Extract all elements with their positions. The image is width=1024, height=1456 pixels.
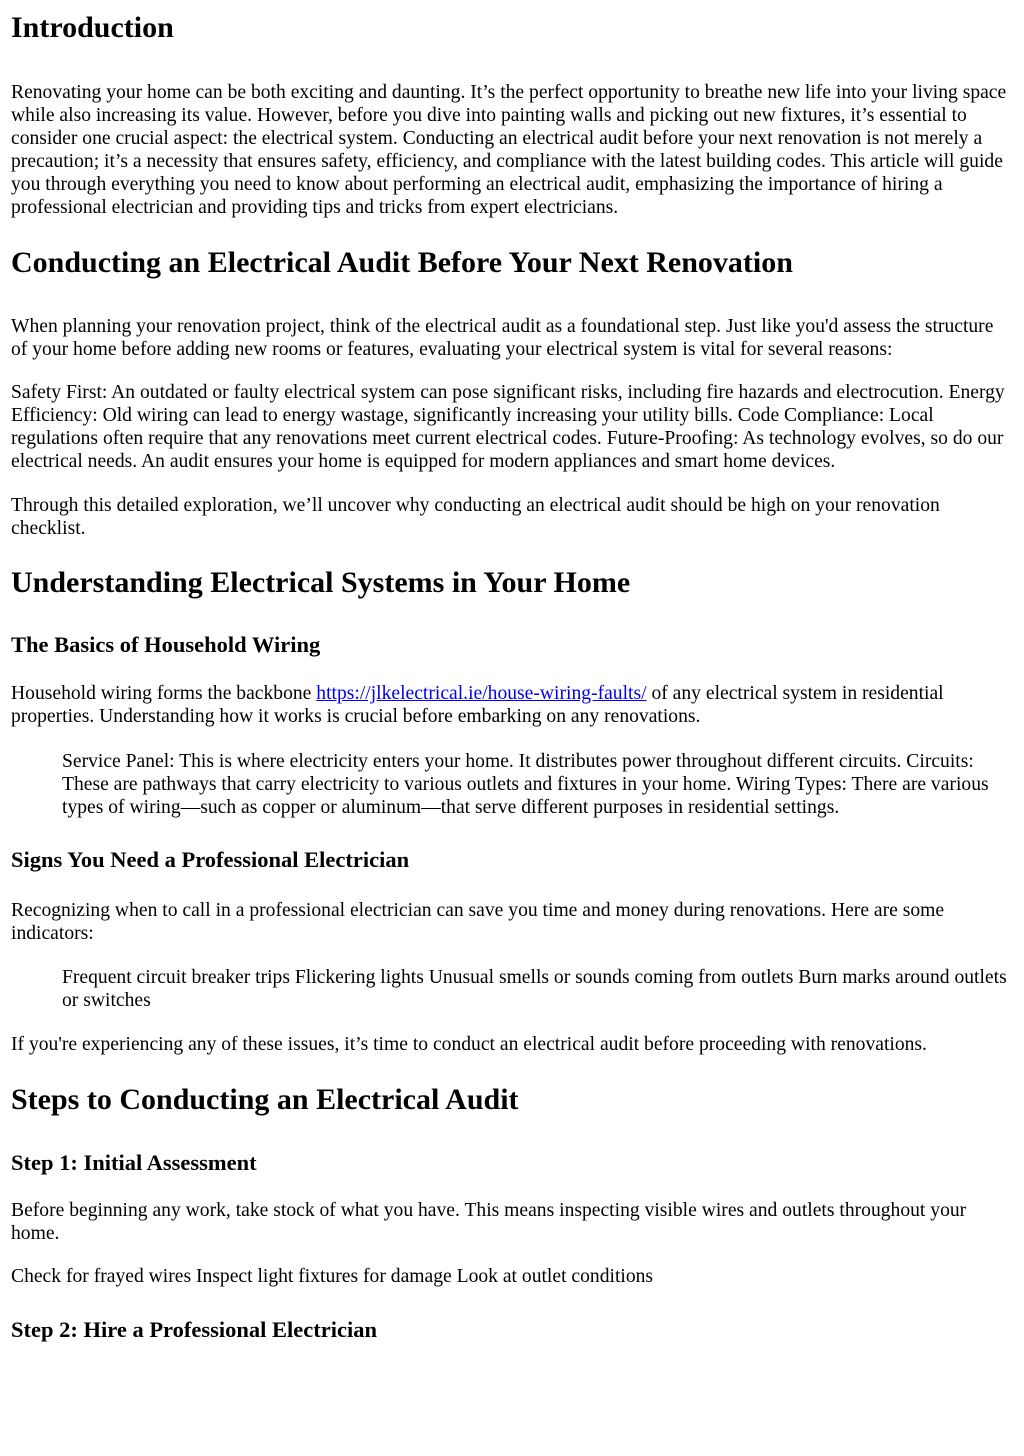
step-2-heading: Step 2: Hire a Professional Electrician — [11, 1316, 377, 1342]
introduction-paragraph: Renovating your home can be both exciting and daunting. It’s the perfect opportunity to breathe new life into your living space while also increasing its value. However, before you dive into painting walls and picking out new fixtures, it’s essential to consider one crucial aspect: the electrical system. Conducting an electrical audit before your next renovation is not merely a precaution; it’s a necessity that ensures safety, efficiency, and compliance with the latest building codes. This article will guide you through everything you need to know about performing an electrical audit, emphasizing the importance of hiring a professional electrician and providing tips and tricks from expert electricians. — [11, 82, 1007, 219]
wiring-text-after-link: of any electrical system in residential properties. Understanding how it works is crucial before embarking on any renovations. — [11, 683, 944, 728]
conducting-audit-heading: Conducting an Electrical Audit Before Your Next Renovation — [11, 245, 793, 279]
signs-paragraph: Recognizing when to call in a professional electrician can save you time and money during renovations. Here are some indicators: — [11, 899, 945, 944]
conducting-audit-paragraph: When planning your renovation project, think of the electrical audit as a foundational step. Just like you'd assess the structure of your home before adding new rooms or features, evaluating your electrical system is vital for several reasons: — [11, 315, 994, 360]
household-wiring-paragraph — [11, 682, 1013, 728]
audit-reasons-paragraph: Safety First: An outdated or faulty electrical system can pose significant risks, including fire hazards and electrocution. Energy Efficiency: Old wiring can lead to energy wastage, significantly increasing your utility bills. Code Compliance: Local regulations often require that any renovations meet current electrical codes. Future-Proofing: As technology evolves, so do our electrical needs. An audit ensures your home is equipped for modern appliances and smart home devices. — [11, 381, 1005, 473]
signs-closing-paragraph: If you're experiencing any of these issues, it’s time to conduct an electrical audit before proceeding with renovations. — [11, 1034, 927, 1056]
understanding-systems-heading: Understanding Electrical Systems in Your Home — [11, 566, 631, 600]
house-wiring-faults-link[interactable]: https://jlkelectrical.ie/house-wiring-faults/ — [316, 683, 647, 705]
signs-list: Frequent circuit breaker trips Flickering lights Unusual smells or sounds coming from outlets Burn marks around outlets or switches — [62, 966, 1007, 1012]
wiring-text-before-link: Household wiring forms the backbone — [11, 683, 317, 705]
step-1-heading: Step 1: Initial Assessment — [11, 1150, 257, 1176]
step-1-paragraph: Before beginning any work, take stock of what you have. This means inspecting visible wires and outlets throughout your home. — [11, 1200, 967, 1245]
conducting-closing-paragraph: Through this detailed exploration, we’ll uncover why conducting an electrical audit should be high on your renovation checklist. — [11, 495, 940, 540]
article — [0, 10, 1024, 1343]
signs-heading: Signs You Need a Professional Electrician — [11, 846, 410, 872]
steps-heading: Steps to Conducting an Electrical Audit — [11, 1083, 519, 1117]
introduction-heading: Introduction — [11, 11, 174, 44]
wiring-components-list: Service Panel: This is where electricity enters your home. It distributes power throughout different circuits. Circuits: These are pathways that carry electricity to various outlets and fixtures in your home. Wiring Types: There are various types of wiring—such as copper or aluminum—that serve different purposes in residential settings. — [62, 750, 989, 818]
step-1-checklist: Check for frayed wires Inspect light fixtures for damage Look at outlet conditions — [11, 1266, 654, 1288]
household-wiring-heading: The Basics of Household Wiring — [11, 632, 321, 658]
